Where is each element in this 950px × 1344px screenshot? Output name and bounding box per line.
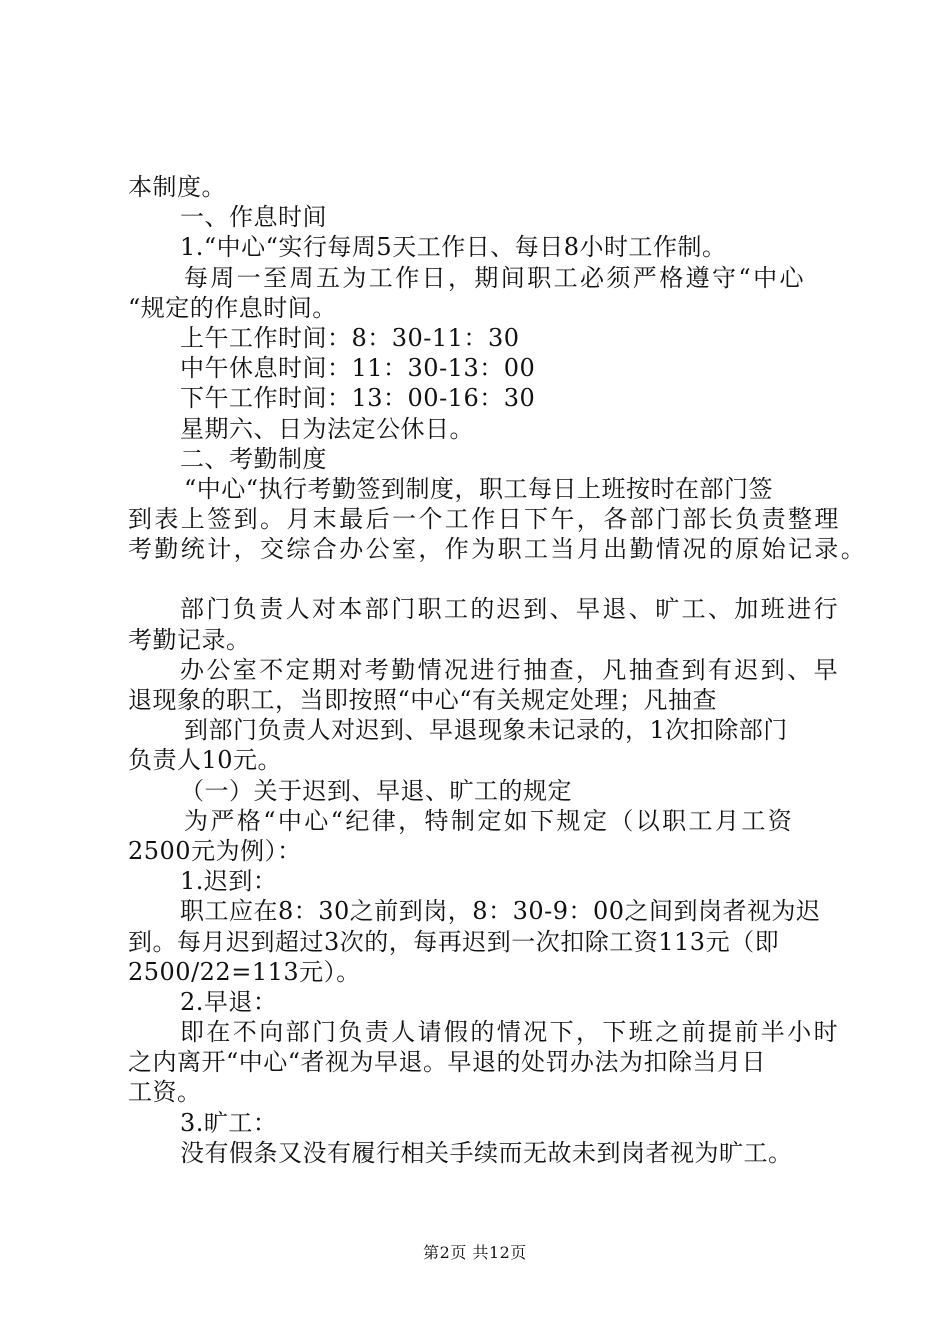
text-line: “规定的作息时间。	[128, 293, 337, 322]
text-line: 2500元为例）：	[128, 836, 302, 865]
text-line: 负责人10元。	[128, 746, 283, 775]
subsection-heading: （一）关于迟到、早退、旷工的规定	[180, 776, 572, 805]
text-line: 每周一至周五为工作日，期间职工必须严格遵守“中心	[184, 263, 806, 292]
text-line: 考勤统计，交综合办公室，作为职工当月出勤情况的原始记录。	[128, 535, 868, 564]
item-heading: 1.迟到：	[180, 867, 278, 896]
text-line: 1.“中心“实行每周5天工作日、每日8小时工作制。	[180, 233, 727, 262]
text-line: 上午工作时间：8：30-11：30	[180, 323, 520, 352]
text-line: 星期六、日为法定公休日。	[180, 414, 474, 443]
text-line: 考勤记录。	[128, 625, 251, 654]
text-line: 办公室不定期对考勤情况进行抽查，凡抽查到有迟到、早	[180, 655, 840, 684]
text-line: 即在不向部门负责人请假的情况下，下班之前提前半小时	[180, 1018, 840, 1047]
text-line: “中心“执行考勤签到制度，职工每日上班按时在部门签	[184, 474, 774, 503]
text-line: 之内离开“中心“者视为早退。早退的处罚办法为扣除当月日	[128, 1048, 767, 1077]
paragraph-gap	[128, 564, 838, 594]
text-line: 下午工作时间：13：00-16：30	[180, 384, 536, 413]
text-line: 职工应在8：30之前到岗，8：30-9：00之间到岗者视为迟	[180, 897, 821, 926]
text-line: 2500/22=113元）。	[128, 957, 361, 986]
text-line: 中午休息时间：11：30-13：00	[180, 354, 536, 383]
item-heading: 2.早退：	[180, 987, 278, 1016]
text-line: 部门负责人对本部门职工的迟到、早退、旷工、加班进行	[180, 595, 840, 624]
text-line: 没有假条又没有履行相关手续而无故未到岗者视为旷工。	[180, 1138, 793, 1167]
page-number: 第2页 共12页	[423, 1243, 527, 1262]
document-body	[128, 172, 868, 1168]
text-line: 到部门负责人对迟到、早退现象未记录的，1次扣除部门	[184, 716, 788, 745]
text-line: 到。每月迟到超过3次的，每再迟到一次扣除工资113元（即	[128, 927, 780, 956]
text-line: 工资。	[128, 1078, 202, 1107]
section-heading: 一、作息时间	[180, 203, 327, 232]
text-line: 退现象的职工，当即按照“中心“有关规定处理；凡抽查	[128, 686, 718, 714]
item-heading: 3.旷工：	[180, 1108, 278, 1137]
section-heading: 二、考勤制度	[180, 444, 327, 473]
text-line: 到表上签到。月末最后一个工作日下午，各部门部长负责整理	[128, 505, 841, 534]
text-line: 为严格“中心“纪律，特制定如下规定（以职工月工资	[184, 806, 795, 835]
text-line: 本制度。	[128, 173, 226, 201]
